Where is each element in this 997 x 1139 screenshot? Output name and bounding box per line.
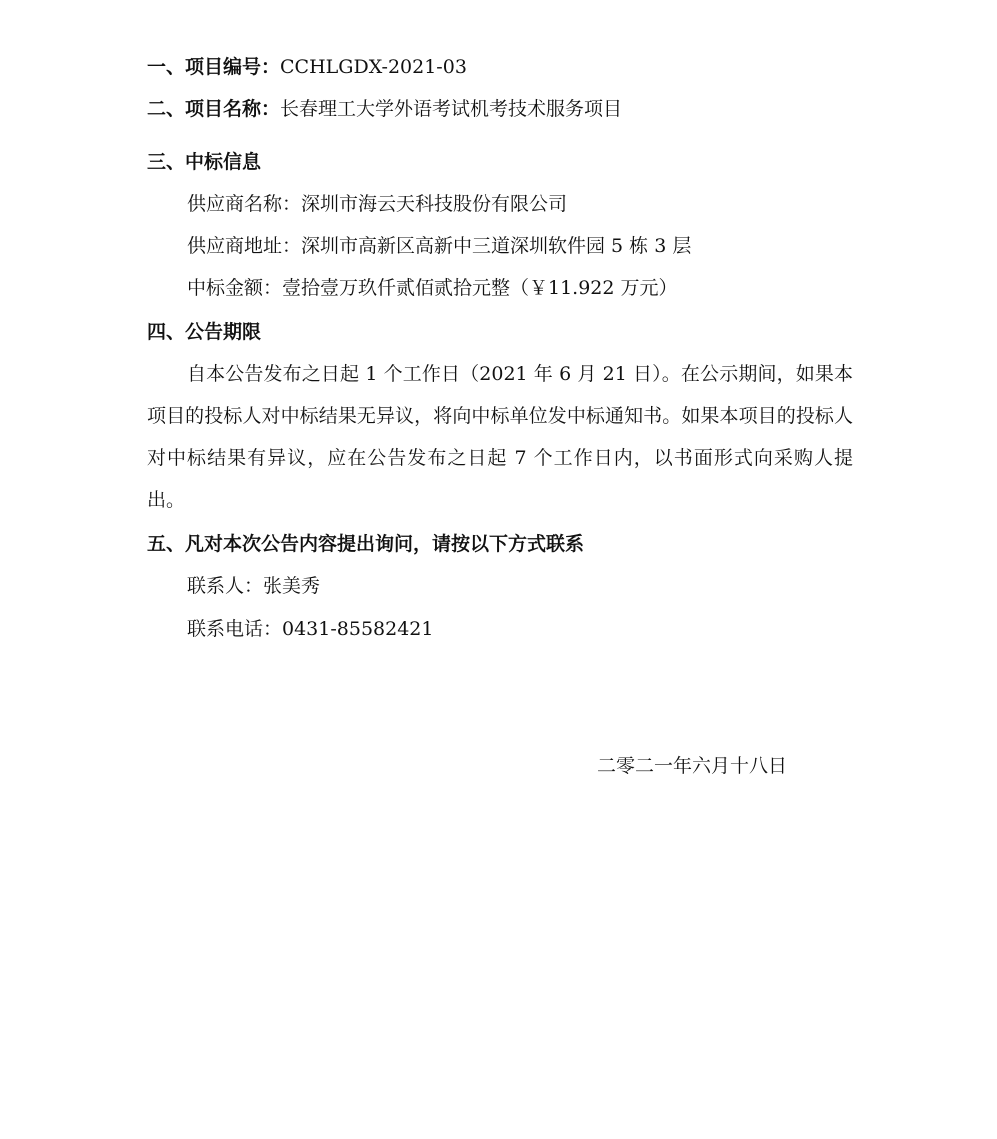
announcement-date: 二零二一年六月十八日 (597, 755, 788, 777)
project-number-line (147, 54, 467, 80)
winning-bid-heading: 三、中标信息 (147, 151, 262, 173)
supplier-address: 供应商地址：深圳市高新区高新中三道深圳软件园 5 栋 3 层 (187, 235, 692, 257)
project-number-value: CCHLGDX-2021-03 (280, 56, 467, 78)
contact-phone: 联系电话：0431-85582421 (187, 618, 434, 640)
notice-period-heading: 四、公告期限 (147, 321, 262, 343)
contact-heading: 五、凡对本次公告内容提出询问，请按以下方式联系 (147, 533, 585, 555)
contact-person: 联系人：张美秀 (187, 575, 321, 597)
project-name-value: 长春理工大学外语考试机考技术服务项目 (280, 98, 623, 120)
project-name-heading: 二、项目名称： (147, 98, 281, 120)
bid-amount: 中标金额：壹拾壹万玖仟贰佰贰拾元整（￥11.922 万元） (187, 277, 678, 299)
project-number-heading: 一、项目编号： (147, 56, 281, 78)
notice-period-paragraph: 自本公告发布之日起 1 个工作日（2021 年 6 月 21 日）。在公示期间，如果本项目的投标人对中标结果无异议，将向中标单位发中标通知书。如果本项目的投标人对中标结果有异议，应在公告发布之日起 7 个工作日内，以书面形式向采购人提出。 (147, 363, 853, 511)
project-name-line (147, 96, 622, 122)
supplier-name: 供应商名称：深圳市海云天科技股份有限公司 (187, 193, 568, 215)
